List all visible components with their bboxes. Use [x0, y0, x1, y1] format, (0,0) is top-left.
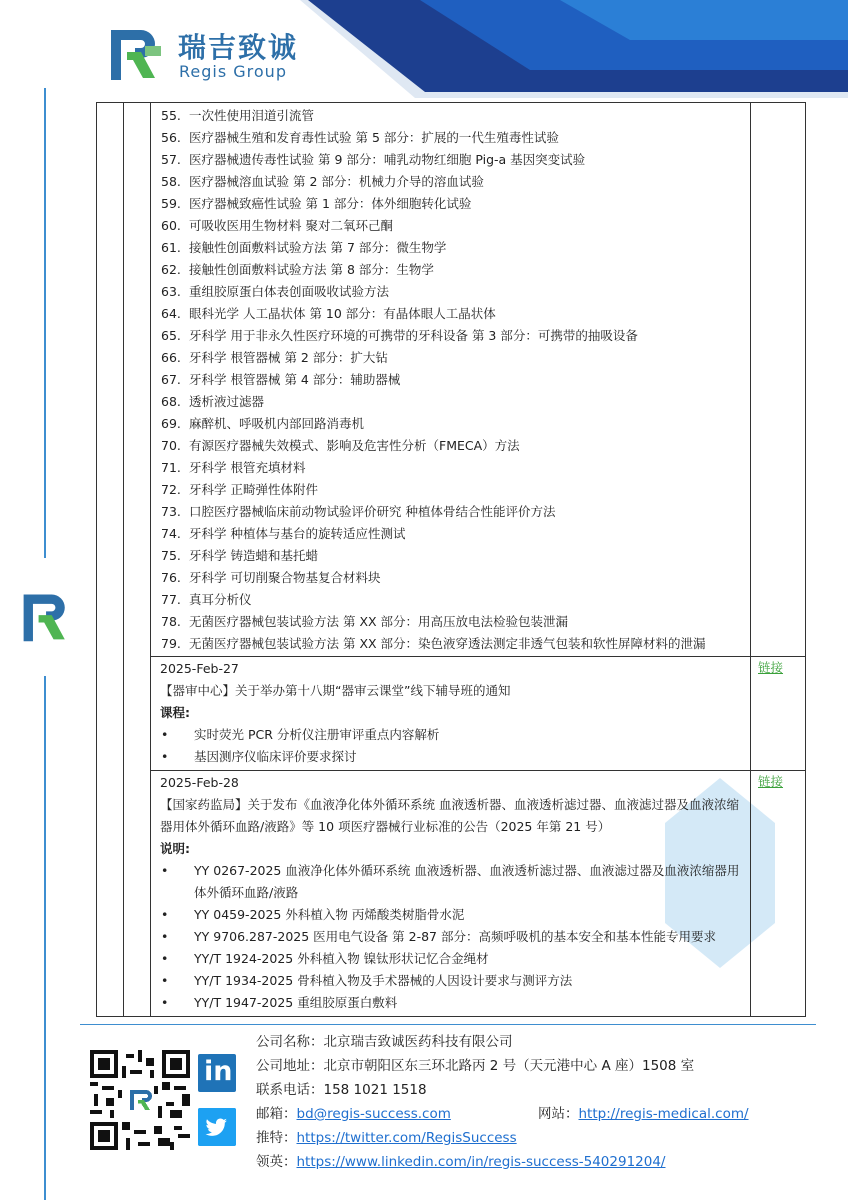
footer-linkedin: 领英：https://www.linkedin.com/in/regis-success-540291204/	[256, 1154, 666, 1170]
list-item	[151, 105, 750, 127]
linkedin-link[interactable]: https://www.linkedin.com/in/regis-success-540291204/	[296, 1154, 666, 1170]
list-item-number: 75.	[161, 548, 181, 563]
list-item	[151, 171, 750, 193]
footer-company: 公司名称：北京瑞吉致诚医药科技有限公司	[256, 1034, 513, 1050]
list-item	[151, 259, 750, 281]
list-item	[151, 523, 750, 545]
table-category-cell	[124, 103, 151, 1017]
list-item-text: 麻醉机、呼吸机内部回路消毒机	[189, 416, 365, 431]
entry-label: 课程:	[160, 705, 190, 720]
left-rule-upper	[44, 88, 46, 558]
list-item-number: 67.	[161, 372, 181, 387]
list-item-text: 眼科光学 人工晶状体 第 10 部分：有晶体眼人工晶状体	[189, 306, 496, 321]
list-item	[151, 413, 750, 435]
list-item	[151, 391, 750, 413]
twitter-icon[interactable]	[198, 1108, 236, 1146]
list-item-number: 60.	[161, 218, 181, 233]
side-logo-icon	[18, 587, 76, 645]
list-item-text: 接触性创面敷料试验方法 第 8 部分：生物学	[189, 262, 434, 277]
footer-website: 网站：http://regis-medical.com/	[538, 1106, 749, 1122]
link-cell	[751, 771, 806, 1017]
list-item-number: 61.	[161, 240, 181, 255]
logo-english-name: Regis Group	[179, 62, 287, 81]
list-item-text: 可吸收医用生物材料 聚对二氧环己酮	[189, 218, 393, 233]
list-item-text: 医疗器械致癌性试验 第 1 部分：体外细胞转化试验	[189, 196, 472, 211]
website-link[interactable]: http://regis-medical.com/	[578, 1106, 749, 1122]
bullet-icon: •	[161, 995, 169, 1010]
entry-cell	[151, 657, 751, 771]
list-item	[151, 347, 750, 369]
list-item	[151, 215, 750, 237]
list-item: • YY 0267-2025 血液净化体外循环系统 血液透析器、血液透析滤过器、血液滤过器及血液浓缩器用体外循环血路/液路	[151, 860, 750, 904]
table-row	[97, 657, 806, 771]
list-item-text: 牙科学 可切削聚合物基复合材料块	[189, 570, 381, 585]
email-link[interactable]: bd@regis-success.com	[296, 1106, 451, 1122]
bullet-icon: •	[161, 951, 169, 966]
bullet-icon: •	[161, 907, 169, 922]
list-item	[151, 369, 750, 391]
list-item-number: 74.	[161, 526, 181, 541]
list-item: • 实时荧光 PCR 分析仪注册审评重点内容解析	[151, 724, 750, 746]
list-item-number: 79.	[161, 636, 181, 651]
list-item	[151, 281, 750, 303]
list-item: • YY/T 1924-2025 外科植入物 镍钛形状记忆合金绳材	[151, 948, 750, 970]
list-item-number: 71.	[161, 460, 181, 475]
list-item	[151, 435, 750, 457]
list-item-number: 78.	[161, 614, 181, 629]
list-item-text: 无菌医疗器械包装试验方法 第 XX 部分：染色液穿透法测定非透气包装和软性屏障材料的泄漏	[189, 636, 706, 651]
table-index-cell	[97, 103, 124, 1017]
list-item-text: 口腔医疗器械临床前动物试验评价研究 种植体骨结合性能评价方法	[189, 504, 556, 519]
list-item-text: 牙科学 根管器械 第 2 部分：扩大钻	[189, 350, 388, 365]
list-item-number: 66.	[161, 350, 181, 365]
left-rule-lower	[44, 676, 46, 1200]
footer-phone: 联系电话：158 1021 1518	[256, 1082, 427, 1098]
list-item-text: 真耳分析仪	[189, 592, 252, 607]
list-item: • YY/T 1947-2025 重组胶原蛋白敷料	[151, 992, 750, 1014]
list-item-number: 73.	[161, 504, 181, 519]
list-item	[151, 633, 750, 655]
list-item-text: 无菌医疗器械包装试验方法 第 XX 部分：用高压放电法检验包装泄漏	[189, 614, 569, 629]
list-item-number: 63.	[161, 284, 181, 299]
footer-divider	[80, 1024, 816, 1025]
list-item-text: 一次性使用泪道引流管	[189, 108, 315, 123]
entry-link[interactable]: 链接	[758, 774, 784, 789]
logo-mark-icon	[105, 22, 167, 84]
list-item	[151, 193, 750, 215]
list-item-text: 透析液过滤器	[189, 394, 265, 409]
list-item-number: 59.	[161, 196, 181, 211]
list-cell	[151, 103, 751, 657]
list-item-number: 62.	[161, 262, 181, 277]
list-item-text: 接触性创面敷料试验方法 第 7 部分：微生物学	[189, 240, 447, 255]
entry-date: 2025-Feb-27	[160, 661, 239, 676]
twitter-link[interactable]: https://twitter.com/RegisSuccess	[296, 1130, 517, 1146]
entry-cell	[151, 771, 751, 1017]
table-row	[97, 103, 806, 657]
entry-title: 【国家药监局】关于发布《血液净化体外循环系统 血液透析器、血液透析滤过器、血液滤过器及血液浓缩器用体外循环血路/液路》等 10 项医疗器械行业标准的公告（2025 年第 21 号）	[160, 797, 739, 834]
entry-label: 说明:	[160, 841, 190, 856]
list-item-number: 57.	[161, 152, 181, 167]
list-item-number: 65.	[161, 328, 181, 343]
list-item: • YY 9706.287-2025 医用电气设备 第 2-87 部分：高频呼吸机的基本安全和基本性能专用要求	[151, 926, 750, 948]
list-item: • 基因测序仪临床评价要求探讨	[151, 746, 750, 768]
list-item-number: 64.	[161, 306, 181, 321]
standards-list	[151, 105, 750, 655]
list-item-text: 重组胶原蛋白体表创面吸收试验方法	[189, 284, 390, 299]
list-item	[151, 567, 750, 589]
list-item	[151, 479, 750, 501]
qr-code-icon	[90, 1050, 190, 1150]
list-item-text: 医疗器械遗传毒性试验 第 9 部分：哺乳动物红细胞 Pig-a 基因突变试验	[189, 152, 586, 167]
entry-title: 【器审中心】关于举办第十八期“器审云课堂”线下辅导班的通知	[160, 683, 511, 698]
header-banner	[300, 0, 848, 98]
list-item: • YY/T 1934-2025 骨科植入物及手术器械的人因设计要求与测评方法	[151, 970, 750, 992]
bullet-icon: •	[161, 749, 169, 764]
footer-twitter: 推特：https://twitter.com/RegisSuccess	[256, 1130, 517, 1146]
list-item-text: 牙科学 根管充填材料	[189, 460, 306, 475]
logo-chinese-name: 瑞吉致诚	[178, 31, 299, 64]
list-item-number: 55.	[161, 108, 181, 123]
link-cell	[751, 103, 806, 657]
company-logo	[105, 22, 325, 84]
list-item	[151, 501, 750, 523]
footer-email: 邮箱：bd@regis-success.com	[256, 1106, 451, 1122]
list-item	[151, 303, 750, 325]
linkedin-icon[interactable]: in	[198, 1054, 236, 1092]
list-item: • YY 0459-2025 外科植入物 丙烯酸类树脂骨水泥	[151, 904, 750, 926]
bullet-icon: •	[161, 973, 169, 988]
list-item-number: 56.	[161, 130, 181, 145]
list-item	[151, 545, 750, 567]
table-row	[97, 771, 806, 1017]
list-item-number: 72.	[161, 482, 181, 497]
link-cell	[751, 657, 806, 771]
list-item-text: 有源医疗器械失效模式、影响及危害性分析（FMECA）方法	[189, 438, 520, 453]
entry-link[interactable]: 链接	[758, 660, 784, 675]
footer-address: 公司地址：北京市朝阳区东三环北路丙 2 号（天元港中心 A 座）1508 室	[256, 1058, 695, 1074]
bullet-icon: •	[161, 727, 169, 742]
entry-date: 2025-Feb-28	[160, 775, 239, 790]
list-item-text: 牙科学 根管器械 第 4 部分：辅助器械	[189, 372, 401, 387]
list-item-number: 77.	[161, 592, 181, 607]
list-item	[151, 611, 750, 633]
standards-table	[96, 102, 806, 1017]
list-item-text: 医疗器械生殖和发育毒性试验 第 5 部分：扩展的一代生殖毒性试验	[189, 130, 559, 145]
list-item-text: 牙科学 铸造蜡和基托蜡	[189, 548, 318, 563]
bullet-icon: •	[161, 929, 169, 944]
list-item-number: 58.	[161, 174, 181, 189]
list-item-number: 68.	[161, 394, 181, 409]
list-item-text: 牙科学 正畸弹性体附件	[189, 482, 318, 497]
list-item	[151, 325, 750, 347]
bullet-icon: •	[161, 863, 169, 878]
list-item	[151, 457, 750, 479]
list-item	[151, 589, 750, 611]
list-item	[151, 149, 750, 171]
list-item-text: 牙科学 用于非永久性医疗环境的可携带的牙科设备 第 3 部分：可携带的抽吸设备	[189, 328, 638, 343]
list-item-text: 医疗器械溶血试验 第 2 部分：机械力介导的溶血试验	[189, 174, 484, 189]
list-item-text: 牙科学 种植体与基台的旋转适应性测试	[189, 526, 406, 541]
list-item-number: 70.	[161, 438, 181, 453]
list-item	[151, 237, 750, 259]
list-item	[151, 127, 750, 149]
list-item-number: 69.	[161, 416, 181, 431]
list-item-number: 76.	[161, 570, 181, 585]
